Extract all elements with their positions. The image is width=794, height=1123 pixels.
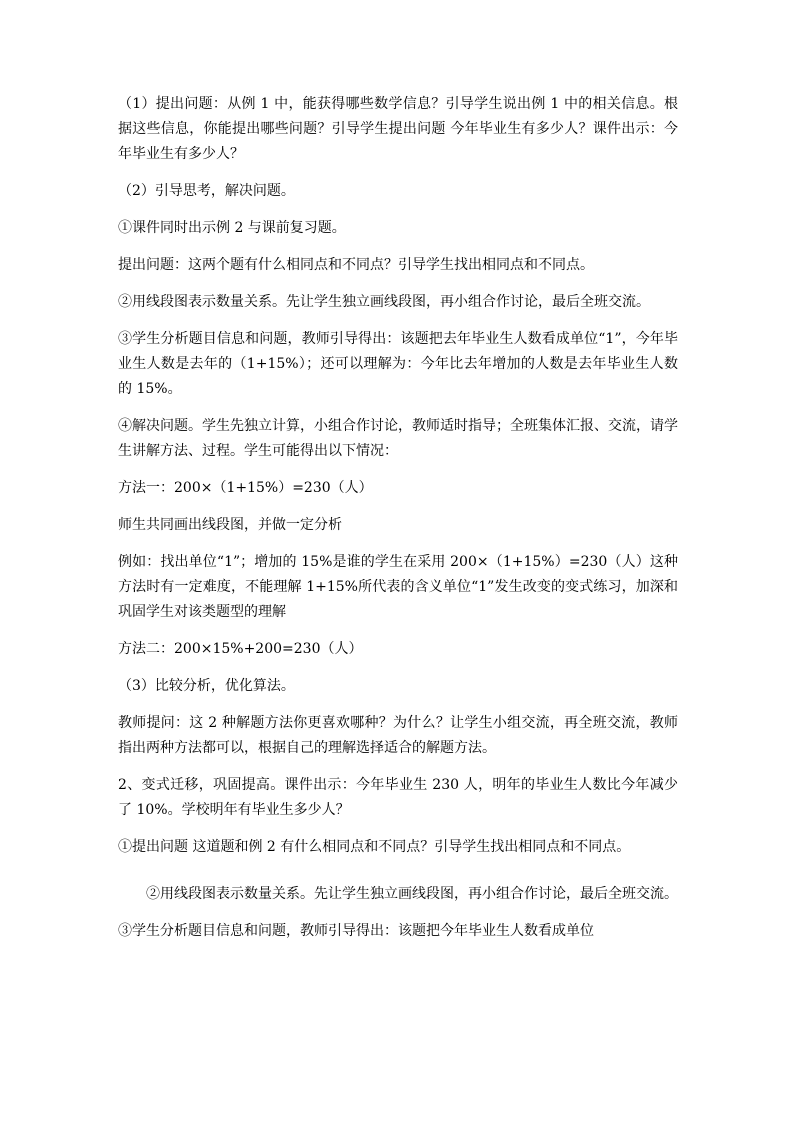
paragraph-3: ①课件同时出示例 2 与课前复习题。 <box>118 220 346 236</box>
paragraph-16: ②用线段图表示数量关系。先让学生独立画线段图，再小组合作讨论，最后全班交流。 <box>146 886 678 902</box>
paragraph-7: ④解决问题。学生先独立计算，小组合作讨论，教师适时指导；全班集体汇报、交流，请学生讲解方法、过程。学生可能得出以下情况： <box>118 418 678 459</box>
paragraph-2: （2）引导思考，解决问题。 <box>118 183 295 199</box>
paragraph-10: 例如：找出单位“1”；增加的 15%是谁的学生在采用 200×（1+15%）=230（人）这种方法时有一定难度，不能理解 1+15%所代表的含义单位“1”发生改变的变式练习，加深和巩固学生对该类题型的理解 <box>118 554 678 620</box>
paragraph-4: 提出问题：这两个题有什么相同点和不同点？引导学生找出相同点和不同点。 <box>118 257 594 273</box>
paragraph-15: ①提出问题 这道题和例 2 有什么相同点和不同点？引导学生找出相同点和不同点。 <box>118 839 631 855</box>
paragraph-14: 2、变式迁移，巩固提高。课件出示：今年毕业生 230 人，明年的毕业生人数比今年减少了 10%。学校明年有毕业生多少人？ <box>118 777 678 818</box>
paragraph-5: ②用线段图表示数量关系。先让学生独立画线段图，再小组合作讨论，最后全班交流。 <box>118 294 650 310</box>
paragraph-1: （1）提出问题：从例 1 中，能获得哪些数学信息？引导学生说出例 1 中的相关信息。根据这些信息，你能提出哪些问题？引导学生提出问题 今年毕业生有多少人？课件出示：今年毕业生有多少人？ <box>118 96 678 162</box>
paragraph-11: 方法二：200×15%+200=230（人） <box>118 641 363 657</box>
paragraph-9: 师生共同画出线段图，并做一定分析 <box>118 517 342 533</box>
paragraph-12: （3）比较分析，优化算法。 <box>118 678 295 694</box>
paragraph-17: ③学生分析题目信息和问题，教师引导得出：该题把今年毕业生人数看成单位 <box>118 923 594 939</box>
paragraph-13: 教师提问：这 2 种解题方法你更喜欢哪种？为什么？让学生小组交流，再全班交流，教师指出两种方法都可以，根据自己的理解选择适合的解题方法。 <box>118 715 678 756</box>
paragraph-8: 方法一：200×（1+15%）=230（人） <box>118 480 373 496</box>
document-page <box>118 92 678 956</box>
paragraph-6: ③学生分析题目信息和问题，教师引导得出：该题把去年毕业生人数看成单位“1”，今年毕业生人数是去年的（1+15%）；还可以理解为：今年比去年增加的人数是去年毕业生人数的 15%。 <box>118 331 678 397</box>
